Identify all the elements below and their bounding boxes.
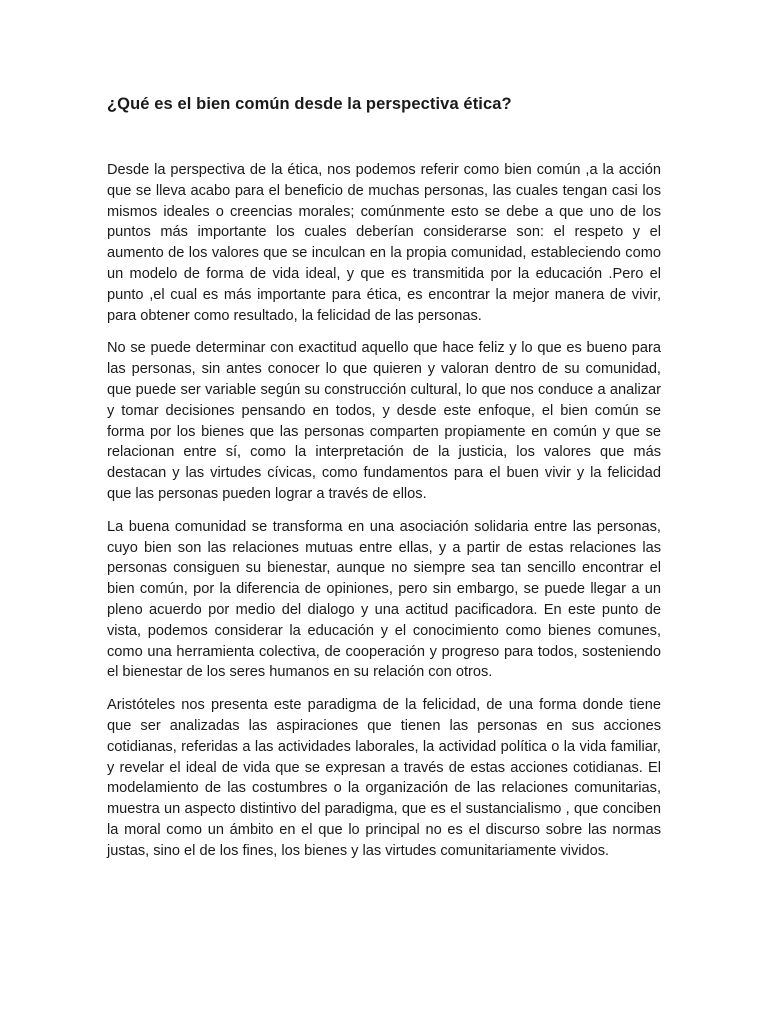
document-page [107, 93, 661, 874]
document-body [107, 160, 661, 862]
paragraph-3: La buena comunidad se transforma en una asociación solidaria entre las personas, cuyo bien son las relaciones mutuas entre ellas, y a partir de estas relaciones las personas consiguen su bienestar, aunque no siempre sea tan sencillo encontrar el bien común, por la diferencia de opiniones, pero sin embargo, se puede llegar a un pleno acuerdo por medio del dialogo y una actitud pacificadora. En este punto de vista, podemos considerar la educación y el conocimiento como bienes comunes, como una herramienta colectiva, de cooperación y progreso para todos, sosteniendo el bienestar de los seres humanos en su relación con otros. [107, 518, 661, 681]
paragraph-1: Desde la perspectiva de la ética, nos podemos referir como bien común ,a la acción que se lleva acabo para el beneficio de muchas personas, las cuales tengan casi los mismos ideales o creencias morales; comúnmente esto se debe a que uno de los puntos más importante los cuales deberían considerarse son: el respeto y el aumento de los valores que se inculcan en la propia comunidad, estableciendo como un modelo de forma de vida ideal, y que es transmitida por la educación .Pero el punto ,el cual es más importante para ética, es encontrar la mejor manera de vivir, para obtener como resultado, la felicidad de las personas. [107, 162, 661, 324]
paragraph-2: No se puede determinar con exactitud aquello que hace feliz y lo que es bueno para las personas, sin antes conocer lo que quieren y valoran dentro de su comunidad, que puede ser variable según su construcción cultural, lo que nos conduce a analizar y tomar decisiones pensando en todos, y desde este enfoque, el bien común se forma por los bienes que las personas comparten propiamente en común y que se relacionan entre sí, como la interpretación de la justicia, los valores que más destacan y las virtudes cívicas, como fundamentos para el buen vivir y la felicidad que las personas pueden lograr a través de ellos. [107, 340, 661, 502]
paragraph-4: Aristóteles nos presenta este paradigma de la felicidad, de una forma donde tiene que ser analizadas las aspiraciones que tienen las personas en sus acciones cotidianas, referidas a las actividades laborales, la actividad política o la vida familiar, y revelar el ideal de vida que se expresan a través de estas acciones cotidianas. El modelamiento de las costumbres o la organización de las relaciones comunitarias, muestra un aspecto distintivo del paradigma, que es el sustancialismo , que conciben la moral como un ámbito en el que lo principal no es el discurso sobre las normas justas, sino el de los fines, los bienes y las virtudes comunitariamente vividos. [107, 697, 661, 859]
document-title: ¿Qué es el bien común desde la perspectiva ética? [107, 95, 512, 113]
